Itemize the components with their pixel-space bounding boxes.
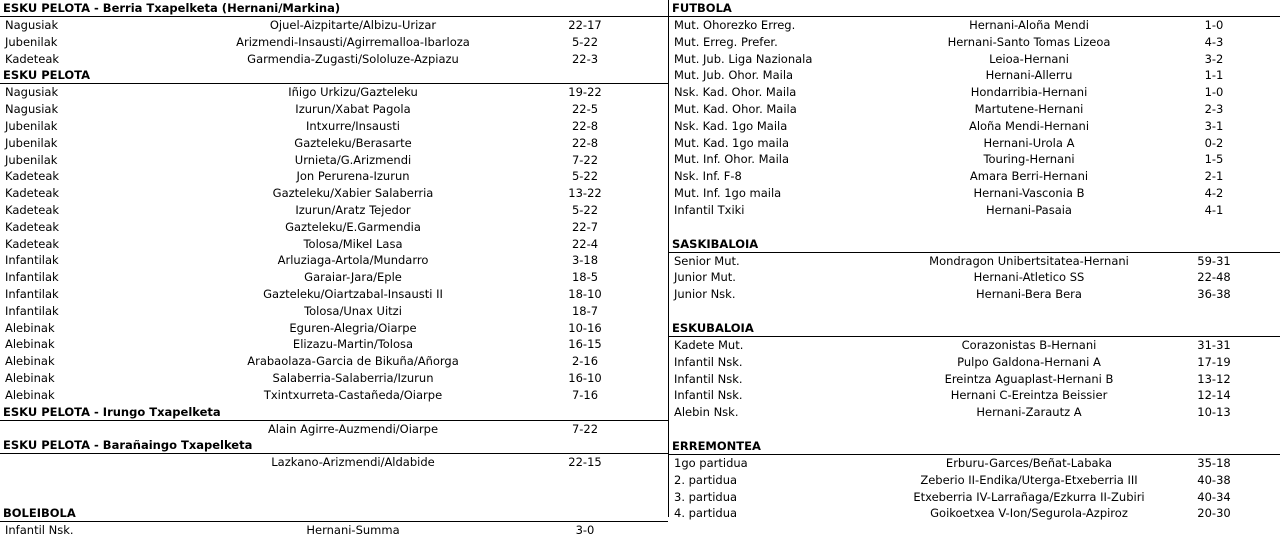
result-row xyxy=(0,118,668,135)
match-cell: Jon Perurena-Izurun xyxy=(296,169,410,184)
score-cell: 18-7 xyxy=(571,303,599,318)
score-cell: 5-22 xyxy=(571,202,599,217)
score-cell: 22-8 xyxy=(571,118,599,133)
match-cell: Izurun/Xabat Pagola xyxy=(295,102,411,117)
category-cell: Infantilak xyxy=(5,253,59,268)
score-cell: 3-2 xyxy=(1204,51,1224,66)
match-cell: Hernani-Summa xyxy=(306,523,400,538)
result-row xyxy=(0,370,668,387)
result-row xyxy=(0,168,668,185)
category-cell: Nagusiak xyxy=(5,102,59,117)
category-cell: Kadeteak xyxy=(5,51,60,66)
score-cell: 18-10 xyxy=(568,286,602,301)
category-cell: Alebinak xyxy=(5,354,55,369)
result-row xyxy=(0,286,668,303)
score-cell: 22-4 xyxy=(571,236,599,251)
match-cell: Gazteleku/Xabier Salaberria xyxy=(272,186,434,201)
result-row xyxy=(669,505,1280,522)
result-row xyxy=(669,51,1280,68)
score-cell: 16-15 xyxy=(568,337,602,352)
category-cell: Jubenilak xyxy=(5,135,58,150)
match-cell: Amara Berri-Hernani xyxy=(969,169,1089,184)
match-cell: Touring-Hernani xyxy=(983,152,1075,167)
score-cell: 5-22 xyxy=(571,169,599,184)
category-cell: 3. partidua xyxy=(674,489,738,504)
result-row xyxy=(669,404,1280,421)
score-cell: 13-12 xyxy=(1197,371,1231,386)
category-cell: Junior Mut. xyxy=(674,270,736,285)
result-row xyxy=(0,202,668,219)
score-cell: 40-34 xyxy=(1197,489,1231,504)
score-cell: 4-2 xyxy=(1204,185,1224,200)
match-cell: Mondragon Unibertsitatea-Hernani xyxy=(929,253,1129,268)
category-cell: Alebinak xyxy=(5,320,55,335)
category-cell: Kadeteak xyxy=(5,219,60,234)
match-cell: Ojuel-Aizpitarte/Albizu-Urizar xyxy=(269,18,437,32)
result-row xyxy=(669,135,1280,152)
result-row xyxy=(669,337,1280,354)
category-cell: Infantil Nsk. xyxy=(674,388,743,403)
match-cell: Ereintza Aguaplast-Hernani B xyxy=(944,371,1114,386)
result-row xyxy=(669,34,1280,51)
match-cell: Erburu-Garces/Beñat-Labaka xyxy=(945,455,1113,470)
match-cell: Hernani-Zarautz A xyxy=(976,405,1082,420)
score-cell: 2-3 xyxy=(1204,101,1224,116)
match-cell: Iñigo Urkizu/Gazteleku xyxy=(288,85,418,100)
match-cell: Urnieta/G.Arizmendi xyxy=(294,152,412,167)
match-cell: Tolosa/Unax Uitzi xyxy=(304,303,402,318)
result-row xyxy=(0,252,668,269)
match-cell: Pulpo Galdona-Hernani A xyxy=(957,354,1101,369)
match-cell: Arizmendi-Insausti/Agirremalloa-Ibarloza xyxy=(236,34,470,49)
score-cell: 13-22 xyxy=(568,186,602,201)
result-row xyxy=(669,101,1280,118)
score-cell: 22-15 xyxy=(568,455,602,470)
result-row xyxy=(669,354,1280,371)
match-cell: Lazkano-Arizmendi/Aldabide xyxy=(271,455,435,470)
score-cell: 16-10 xyxy=(568,370,602,385)
category-cell: Kadeteak xyxy=(5,202,60,217)
result-row xyxy=(0,303,668,320)
result-row xyxy=(0,101,668,118)
score-cell: 3-18 xyxy=(571,253,599,268)
spacer xyxy=(669,219,1280,236)
result-row xyxy=(669,472,1280,489)
category-cell: Infantilak xyxy=(5,270,59,285)
result-row xyxy=(669,455,1280,472)
result-row xyxy=(0,84,668,101)
match-cell: Hernani-Aloña Mendi xyxy=(969,18,1089,32)
category-cell: Jubenilak xyxy=(5,118,58,133)
score-cell: 31-31 xyxy=(1197,337,1231,352)
score-cell: 4-1 xyxy=(1204,202,1224,217)
score-cell: 22-48 xyxy=(1197,270,1231,285)
match-cell: Gazteleku/E.Garmendia xyxy=(285,219,421,234)
score-cell: 20-30 xyxy=(1197,506,1231,521)
score-cell: 5-22 xyxy=(571,34,599,49)
result-row xyxy=(0,269,668,286)
category-cell: 4. partidua xyxy=(674,506,738,521)
score-cell: 18-5 xyxy=(571,270,599,285)
score-cell: 1-5 xyxy=(1204,152,1224,167)
result-row xyxy=(0,454,668,471)
category-cell: Infantil Nsk. xyxy=(674,354,743,369)
match-cell: Gazteleku/Berasarte xyxy=(294,135,412,150)
category-cell: Alebin Nsk. xyxy=(674,405,739,420)
category-cell: Infantil Nsk. xyxy=(674,371,743,386)
category-cell: Alebinak xyxy=(5,337,55,352)
category-cell: Mut. Erreg. Prefer. xyxy=(674,34,778,49)
result-row xyxy=(0,152,668,169)
match-cell: Tolosa/Mikel Lasa xyxy=(303,236,403,251)
category-cell: Jubenilak xyxy=(5,34,58,49)
score-cell: 2-16 xyxy=(571,354,599,369)
result-row xyxy=(669,269,1280,286)
result-row xyxy=(0,353,668,370)
score-cell: 10-16 xyxy=(568,320,602,335)
category-cell: Senior Mut. xyxy=(674,253,740,268)
match-cell: Arabaolaza-Garcia de Bikuña/Añorga xyxy=(247,354,459,369)
match-cell: Txintxurreta-Castañeda/Oiarpe xyxy=(263,387,443,402)
result-row xyxy=(669,168,1280,185)
category-cell: Mut. Ohorezko Erreg. xyxy=(674,18,796,32)
category-cell: Kadete Mut. xyxy=(674,337,744,352)
right-results-panel xyxy=(669,0,1280,521)
spacer xyxy=(669,421,1280,438)
match-cell: Goikoetxea V-Ion/Segurola-Azpiroz xyxy=(930,506,1128,521)
category-cell: 2. partidua xyxy=(674,472,738,487)
result-row xyxy=(0,219,668,236)
result-row xyxy=(0,135,668,152)
match-cell: Hondarribia-Hernani xyxy=(970,85,1088,100)
score-cell: 2-1 xyxy=(1204,169,1224,184)
category-cell: Junior Nsk. xyxy=(674,287,736,302)
category-cell: Nsk. Kad. Ohor. Maila xyxy=(674,85,797,100)
section-header-saskibaloia: SASKIBALOIA xyxy=(669,236,1280,253)
match-cell: Intxurre/Insausti xyxy=(306,118,400,133)
match-cell: Zeberio II-Endika/Uterga-Etxeberria III xyxy=(920,472,1138,487)
result-row xyxy=(0,320,668,337)
match-cell: Salaberria-Salaberria/Izurun xyxy=(272,370,434,385)
result-row xyxy=(0,51,668,68)
category-cell: Alebinak xyxy=(5,387,55,402)
match-cell: Martutene-Hernani xyxy=(974,101,1084,116)
spacer xyxy=(0,471,668,488)
result-row xyxy=(669,151,1280,168)
category-cell: Infantil Txiki xyxy=(674,202,745,217)
spacer xyxy=(0,488,668,505)
match-cell: Hernani-Santo Tomas Lizeoa xyxy=(947,34,1111,49)
section-header-erremontea: ERREMONTEA xyxy=(669,438,1280,455)
score-cell: 40-38 xyxy=(1197,472,1231,487)
score-cell: 7-16 xyxy=(571,387,599,402)
result-row xyxy=(669,17,1280,34)
category-cell: Infantil Nsk. xyxy=(5,523,74,538)
section-header-esku-pelota: ESKU PELOTA xyxy=(0,67,668,84)
result-row xyxy=(669,286,1280,303)
section-header-esku-pelota-irungo-txapelketa: ESKU PELOTA - Irungo Txapelketa xyxy=(0,404,668,421)
match-cell: Hernani-Vasconia B xyxy=(973,185,1085,200)
score-cell: 7-22 xyxy=(571,421,599,436)
score-cell: 22-5 xyxy=(571,102,599,117)
section-header-futbola: FUTBOLA xyxy=(669,0,1280,17)
match-cell: Elizazu-Martin/Tolosa xyxy=(292,337,414,352)
score-cell: 1-1 xyxy=(1204,68,1224,83)
result-row xyxy=(0,17,668,34)
score-cell: 3-1 xyxy=(1204,118,1224,133)
match-cell: Hernani-Pasaia xyxy=(986,202,1072,217)
score-cell: 4-3 xyxy=(1204,34,1224,49)
result-row xyxy=(669,185,1280,202)
score-cell: 22-8 xyxy=(571,135,599,150)
result-row xyxy=(669,202,1280,219)
match-cell: Alain Agirre-Auzmendi/Oiarpe xyxy=(267,421,439,436)
result-row xyxy=(669,118,1280,135)
category-cell: Mut. Jub. Liga Nazionala xyxy=(674,51,813,66)
category-cell: Infantilak xyxy=(5,286,59,301)
match-cell: Leioa-Hernani xyxy=(989,51,1069,66)
category-cell: Mut. Inf. Ohor. Maila xyxy=(674,152,789,167)
score-cell: 10-13 xyxy=(1197,405,1231,420)
category-cell: Mut. Kad. Ohor. Maila xyxy=(674,101,797,116)
section-header-esku-pelota-berria-txapelketa-hernani-markina: ESKU PELOTA - Berria Txapelketa (Hernani/Markina) xyxy=(0,0,668,17)
score-cell: 19-22 xyxy=(568,85,602,100)
category-cell: Alebinak xyxy=(5,370,55,385)
match-cell: Hernani-Atletico SS xyxy=(973,270,1085,285)
category-cell: Kadeteak xyxy=(5,236,60,251)
score-cell: 12-14 xyxy=(1197,388,1231,403)
result-row xyxy=(0,34,668,51)
match-cell: Eguren-Alegria/Oiarpe xyxy=(289,320,417,335)
result-row xyxy=(0,387,668,404)
result-row xyxy=(0,522,668,539)
score-cell: 17-19 xyxy=(1197,354,1231,369)
result-row xyxy=(0,185,668,202)
match-cell: Garmendia-Zugasti/Sololuze-Azpiazu xyxy=(247,51,459,66)
result-row xyxy=(669,371,1280,388)
category-cell: Kadeteak xyxy=(5,186,60,201)
match-cell: Hernani C-Ereintza Beissier xyxy=(950,388,1108,403)
result-row xyxy=(669,387,1280,404)
score-cell: 3-0 xyxy=(575,523,595,538)
category-cell: Mut. Kad. 1go maila xyxy=(674,135,790,150)
result-row xyxy=(0,336,668,353)
match-cell: Garaiar-Jara/Eple xyxy=(304,270,402,285)
category-cell: Nagusiak xyxy=(5,85,59,100)
result-row xyxy=(669,67,1280,84)
category-cell: Nagusiak xyxy=(5,18,59,32)
match-cell: Izurun/Aratz Tejedor xyxy=(295,202,411,217)
result-row xyxy=(669,253,1280,270)
section-header-boleibola: BOLEIBOLA xyxy=(0,505,668,522)
match-cell: Hernani-Bera Bera xyxy=(976,287,1082,302)
score-cell: 36-38 xyxy=(1197,287,1231,302)
category-cell: Jubenilak xyxy=(5,152,58,167)
match-cell: Aloña Mendi-Hernani xyxy=(968,118,1090,133)
score-cell: 1-0 xyxy=(1204,18,1224,32)
category-cell: Infantilak xyxy=(5,303,59,318)
spacer xyxy=(669,303,1280,320)
score-cell: 59-31 xyxy=(1197,253,1231,268)
score-cell: 22-17 xyxy=(568,18,602,32)
score-cell: 35-18 xyxy=(1197,455,1231,470)
category-cell: Mut. Inf. 1go maila xyxy=(674,185,782,200)
score-cell: 22-7 xyxy=(571,219,599,234)
section-header-esku-pelota-bara-aingo-txapelketa: ESKU PELOTA - Barañaingo Txapelketa xyxy=(0,437,668,454)
result-row xyxy=(0,236,668,253)
match-cell: Corazonistas B-Hernani xyxy=(961,337,1097,352)
score-cell: 22-3 xyxy=(571,51,599,66)
match-cell: Hernani-Allerru xyxy=(985,68,1073,83)
match-cell: Hernani-Urola A xyxy=(983,135,1075,150)
match-cell: Arluziaga-Artola/Mundarro xyxy=(277,253,429,268)
score-cell: 1-0 xyxy=(1204,85,1224,100)
match-cell: Gazteleku/Oiartzabal-Insausti II xyxy=(263,286,443,301)
score-cell: 0-2 xyxy=(1204,135,1224,150)
category-cell: Mut. Jub. Ohor. Maila xyxy=(674,68,794,83)
result-row xyxy=(0,421,668,438)
category-cell: Nsk. Inf. F-8 xyxy=(674,169,742,184)
score-cell: 7-22 xyxy=(571,152,599,167)
section-header-eskubaloia: ESKUBALOIA xyxy=(669,320,1280,337)
result-row xyxy=(669,489,1280,506)
match-cell: Etxeberria IV-Larrañaga/Ezkurra II-Zubiri xyxy=(913,489,1145,504)
result-row xyxy=(669,84,1280,101)
category-cell: Kadeteak xyxy=(5,169,60,184)
category-cell: Nsk. Kad. 1go Maila xyxy=(674,118,788,133)
category-cell: 1go partidua xyxy=(674,455,748,470)
